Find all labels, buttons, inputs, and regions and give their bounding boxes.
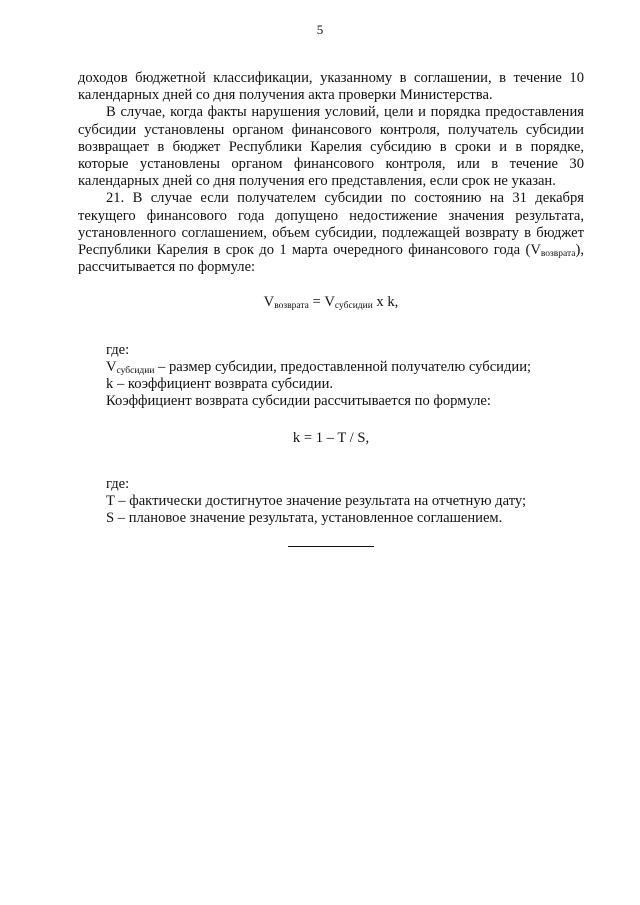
def-t: T – фактически достигнутое значение результата на отчетную дату; [106, 492, 527, 509]
formula-tail: x k, [372, 294, 399, 311]
formula-sub-subsidy: субсидии [334, 301, 373, 312]
closing-rule [288, 546, 374, 547]
paragraph-21 [78, 190, 584, 276]
k-formula-intro: Коэффициент возврата субсидии рассчитывается по формуле: [106, 393, 491, 410]
def-v-letter: V [106, 358, 117, 375]
formula-v: V [263, 294, 275, 311]
v-return-subscript: возврата [540, 249, 576, 260]
paragraph-continuation: доходов бюджетной классификации, указанному в соглашении, в течение 10 календарных дней со дня получения акта проверки Министерства. [78, 70, 584, 104]
def-k: k – коэффициент возврата субсидии. [106, 376, 334, 393]
k-formula: k = 1 – T / S, [292, 430, 370, 447]
formula-sub-return: возврата [274, 301, 309, 312]
def-s: S – плановое значение результата, установленное соглашением. [106, 510, 503, 527]
paragraph-21-text: 21. В случае если получателем субсидии по состоянию на 31 декабря текущего финансового года допущено недостижение значения результата, установленного соглашением, объем субсидии, подлежащей возврату в бюджет Республики Карелия в срок до 1 марта очередного финансового года (V [78, 190, 584, 259]
document-body [78, 70, 584, 547]
return-formula [78, 294, 584, 311]
page-number: 5 [316, 22, 324, 37]
paragraph-21-tail: ), рассчитывается по формуле: [78, 242, 584, 276]
def-v-text: – размер субсидии, предоставленной получателю субсидии; [154, 358, 532, 375]
where-label-1: где: [106, 341, 130, 358]
where-label-2: где: [106, 475, 130, 492]
formula-equals: = V [308, 294, 335, 311]
def-v-subsidy [78, 359, 584, 376]
paragraph-control-violation: В случае, когда факты нарушения условий, цели и порядка предоставления субсидии установлены органом финансового контроля, получатель субсидии возвращает в бюджет Республики Карелия субсидию в сроки и в порядке, которые установлены органом финансового контроля, или в течение 30 календарных дней со дня получения его представления, если срок не указан. [78, 104, 584, 190]
def-v-subscript: субсидии [116, 365, 155, 376]
